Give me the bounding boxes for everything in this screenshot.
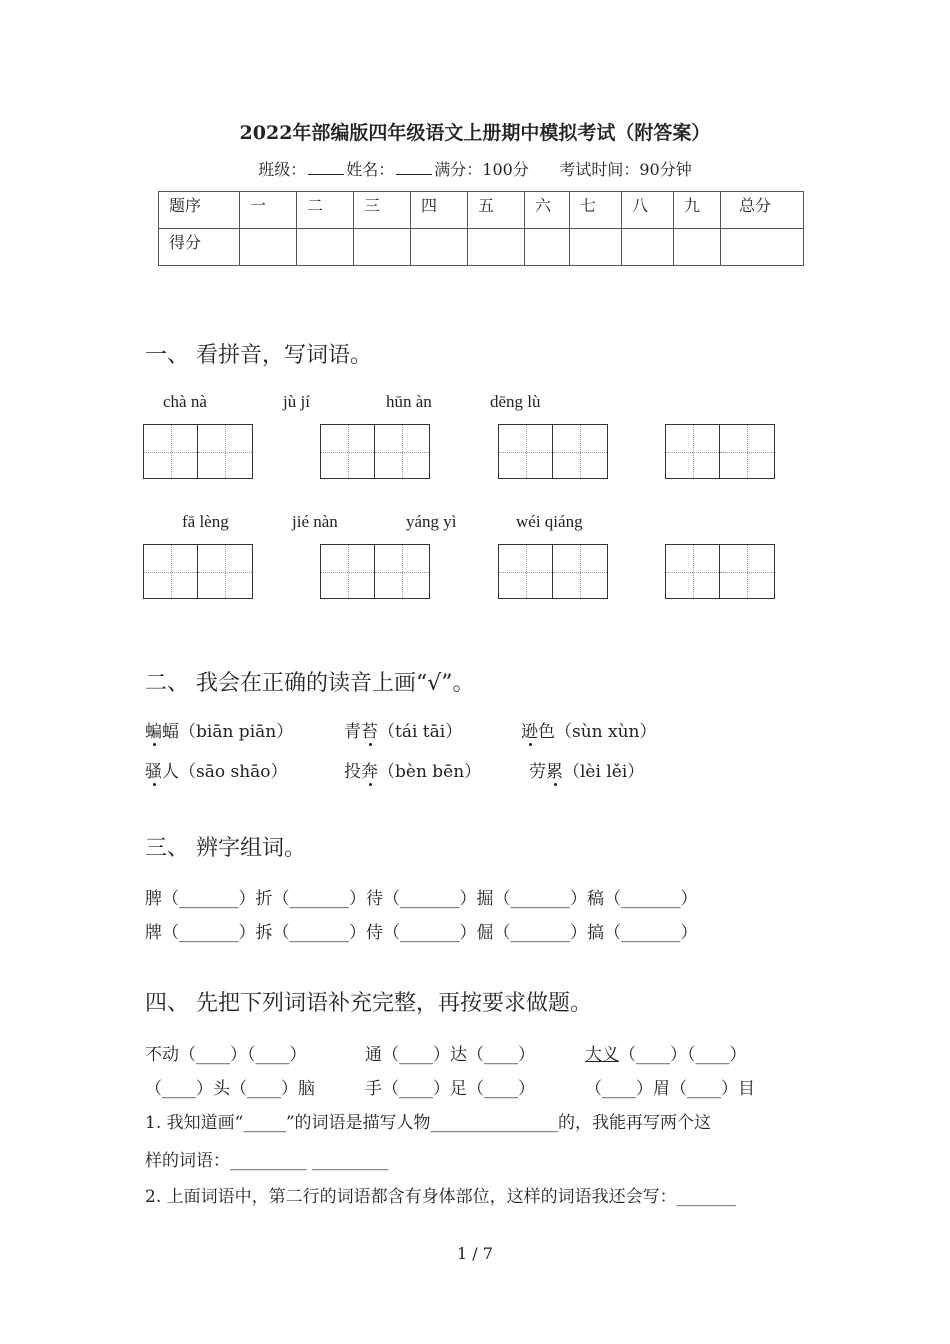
dotted-char: 奔 — [361, 762, 378, 782]
reading-item[interactable] — [529, 757, 644, 782]
dotted-char: 苔 — [361, 722, 378, 742]
word-group-line[interactable]: 脾（_______）折（_______）待（_______）掘（_______）稿（_______） — [145, 889, 698, 909]
reading-item[interactable] — [145, 757, 288, 782]
writing-grid[interactable] — [498, 544, 608, 599]
score-input-cell[interactable] — [622, 229, 674, 266]
section-4-heading: 四、 先把下列词语补充完整，再按要求做题。 — [145, 991, 592, 1016]
writing-grid[interactable] — [143, 544, 253, 599]
item-options: 人（sāo shāo） — [162, 762, 288, 782]
q1-blank[interactable]: _____ — [243, 1113, 286, 1133]
score-input-cell[interactable] — [240, 229, 297, 266]
score-cell: 一 — [240, 192, 297, 229]
score-table-score-row — [159, 229, 804, 266]
section-3-heading: 三、 辨字组词。 — [145, 836, 306, 861]
idiom-fill[interactable]: 手（____）足（____） — [365, 1079, 535, 1099]
score-cell: 总分 — [721, 192, 804, 229]
question-1[interactable] — [145, 1108, 711, 1133]
item-options: 色（sùn xùn） — [538, 722, 657, 742]
pinyin-label: fā lèng — [182, 512, 229, 531]
idiom-fill[interactable]: （____）眉（____）目 — [585, 1079, 755, 1099]
idiom-fill[interactable]: 不动（____）（____） — [145, 1045, 307, 1065]
score-input-cell[interactable] — [411, 229, 468, 266]
section-1-heading: 一、 看拼音，写词语。 — [145, 343, 372, 368]
reading-item[interactable] — [145, 717, 293, 742]
underlined-word: 大义 — [585, 1045, 619, 1065]
dotted-char: 骚 — [145, 762, 162, 782]
q1-text-b: ”的词语是描写人物_______________的，我能再写两个这 — [285, 1113, 712, 1133]
score-input-cell[interactable] — [468, 229, 525, 266]
score-cell: 三 — [354, 192, 411, 229]
dotted-char: 累 — [546, 762, 563, 782]
item-prefix: 劳 — [529, 762, 546, 782]
pinyin-label: dēng lù — [490, 392, 541, 411]
item-options: （lèi lěi） — [563, 762, 645, 782]
reading-item[interactable] — [521, 717, 657, 742]
item-prefix: 投 — [344, 762, 361, 782]
score-cell: 二 — [297, 192, 354, 229]
page-number: 1 / 7 — [457, 1244, 493, 1263]
writing-grid[interactable] — [143, 424, 253, 479]
score-input-cell[interactable] — [674, 229, 721, 266]
name-blank[interactable] — [396, 174, 432, 175]
pinyin-label: chà nà — [163, 392, 207, 411]
score-input-cell[interactable] — [297, 229, 354, 266]
item-options: （bèn bēn） — [378, 762, 482, 782]
score-input-cell[interactable] — [525, 229, 570, 266]
dotted-char: 逊 — [521, 722, 538, 742]
item-options: （tái tāi） — [378, 722, 463, 742]
writing-grid[interactable] — [498, 424, 608, 479]
pinyin-label: jù jí — [283, 392, 310, 411]
exam-time: 考试时间：90分钟 — [559, 160, 692, 179]
score-cell: 六 — [525, 192, 570, 229]
reading-item[interactable] — [344, 757, 481, 782]
score-cell: 得分 — [159, 229, 240, 266]
score-cell: 四 — [411, 192, 468, 229]
dotted-char: 蝙 — [145, 722, 162, 742]
section-2-heading: 二、 我会在正确的读音上画“√”。 — [145, 671, 475, 696]
class-label: 班级： — [258, 160, 307, 179]
score-table — [158, 191, 804, 266]
page-title: 2022年部编版四年级语文上册期中模拟考试（附答案） — [239, 122, 711, 144]
idiom-fill[interactable]: 通（____）达（____） — [365, 1045, 535, 1065]
reading-item[interactable] — [344, 717, 462, 742]
writing-grid[interactable] — [320, 544, 430, 599]
question-2[interactable]: 2. 上面词语中，第二行的词语都含有身体部位，这样的词语我还会写：_______ — [145, 1187, 737, 1207]
pinyin-label: wéi qiáng — [516, 512, 583, 531]
item-prefix: 青 — [344, 722, 361, 742]
score-cell: 五 — [468, 192, 525, 229]
score-cell: 题序 — [159, 192, 240, 229]
pinyin-label: hūn àn — [386, 392, 432, 411]
score-input-cell[interactable] — [354, 229, 411, 266]
score-cell: 八 — [622, 192, 674, 229]
item-options: 蝠（biān piān） — [162, 722, 294, 742]
writing-grid[interactable] — [320, 424, 430, 479]
writing-grid[interactable] — [665, 424, 775, 479]
full-score: 满分：100分 — [434, 160, 529, 179]
question-1-continued[interactable]: 样的词语：_________ _________ — [145, 1151, 389, 1171]
exam-info — [0, 157, 950, 180]
idiom-blanks: （____）（____） — [619, 1045, 747, 1065]
class-blank[interactable] — [308, 174, 344, 175]
idiom-fill[interactable] — [585, 1040, 747, 1065]
pinyin-label: jié nàn — [292, 512, 338, 531]
score-cell: 九 — [674, 192, 721, 229]
pinyin-label: yáng yì — [406, 512, 457, 531]
score-table-header-row — [159, 192, 804, 229]
score-cell: 七 — [570, 192, 622, 229]
score-input-cell[interactable] — [570, 229, 622, 266]
word-group-line[interactable]: 牌（_______）拆（_______）侍（_______）倔（_______）搞（_______） — [145, 923, 698, 943]
idiom-fill[interactable]: （____）头（____）脑 — [145, 1079, 315, 1099]
writing-grid[interactable] — [665, 544, 775, 599]
name-label: 姓名： — [346, 160, 395, 179]
score-input-cell[interactable] — [721, 229, 804, 266]
q1-text-a: 1. 我知道画“ — [145, 1113, 244, 1133]
